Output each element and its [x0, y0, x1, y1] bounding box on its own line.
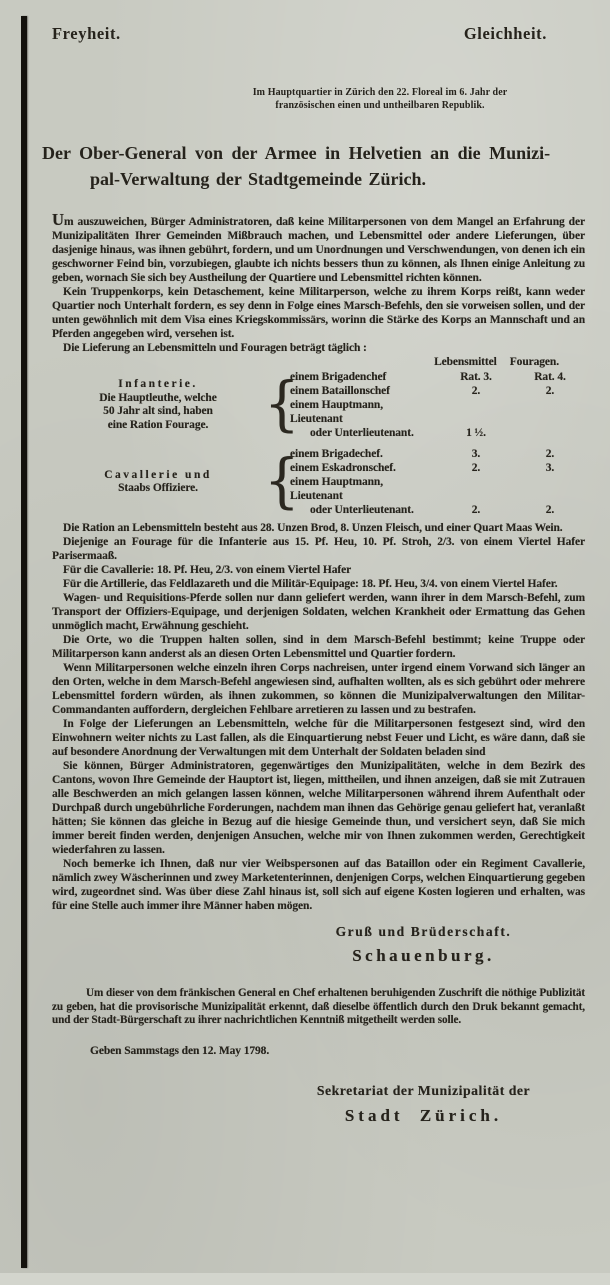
paragraph-fourage-cavallerie: Für die Cavallerie: 18. Pf. Heu, 2/3. von einem Viertel Hafer	[63, 564, 352, 576]
table-row	[290, 503, 585, 517]
column-header-lebensmittel: Lebensmittel	[434, 356, 497, 368]
ration-intro-line: Die Lieferung an Lebensmitteln und Fouragen beträgt täglich :	[63, 342, 367, 354]
secretariat-line: Sekretariat der Munizipalität der	[316, 1082, 531, 1098]
dateline-line2: französischen einen und untheilbaren Republik.	[275, 100, 485, 111]
row-value-fouragen	[515, 398, 585, 426]
left-margin-rule	[21, 16, 27, 1268]
masthead-gleichheit: Gleichheit.	[463, 24, 547, 43]
page-bottom-margin	[0, 1273, 610, 1285]
paragraph-beschwerden: Sie können, Bürger Administratoren, gegenwärtiges den Munizipalitäten, welche in dem Bezirk des Cantons, wovon Ihre Gemeinde der Hauptort ist, liegen, mittheilen, und ihnen anzeigen, daß sie mit Zutrauen alle Beschwerden an mich gelangen lassen können, welche Militarpersonen während ihrem Aufenthalt oder Durchpaß durch ungebührliche Forderungen, nachdem man ihnen das Gehörige genau geliefert hat, veranlaßt hätten; Sie können das gleiche in Bezug auf die hiesige Gemeinde thun, und versichert seyn, daß Sie mich immer bereit finden werden, denjenigen Ansuchen, welche mir von Ihnen zukommen werden, Gerechtigkeit wiederfahren zu lassen.	[52, 760, 586, 856]
group-label-infanterie	[52, 378, 264, 432]
row-value-fouragen: 2.	[545, 448, 555, 460]
table-column-headers	[52, 355, 585, 369]
paragraph-orte: Die Orte, wo die Truppen halten sollen, sind in dem Marsch-Befehl bestimmt; keine Truppe oder Militarperson kann anderst als an diesen Orten Lebensmittel und Quartier fordern.	[52, 634, 585, 660]
row-value-fouragen	[515, 426, 585, 440]
group-label-line: 50 Jahr alt sind, haben	[103, 405, 213, 417]
dateline	[170, 86, 590, 112]
title-line2: pal-Verwaltung der Stadtgemeinde Zürich.	[90, 169, 427, 189]
table-row	[290, 461, 585, 475]
table-row	[290, 370, 585, 384]
closing-salute: Gruß und Brüderschaft.	[335, 924, 512, 939]
masthead	[52, 24, 585, 44]
table-row	[290, 447, 585, 461]
paragraph-weibspersonen: Noch bemerke ich Ihnen, daß nur vier Weibspersonen auf das Bataillon oder ein Regiment Cavallerie, nämlich zwey Wäscherinnen und zwey Marketenterinnen, denjenigen Corps, welchen Einquartierung gegeben wird, zugeordnet sind. Was über diese Zahl hinaus ist, soll sich auf eigene Kosten logieren und erhalten, was für eine Stelle auch immer ihre Männer haben mögen.	[52, 858, 585, 912]
table-row	[290, 398, 585, 426]
row-item: einem Hauptmann, Lieutenant	[290, 399, 383, 425]
city-signature: Stadt Zürich.	[344, 1105, 503, 1125]
row-value-lebensmittel: 2.	[471, 385, 481, 397]
publication-date: Geben Sammstags den 12. May 1798.	[90, 1044, 270, 1057]
row-value-fouragen	[515, 475, 585, 503]
group-label-line: eine Ration Fourage.	[107, 418, 209, 431]
row-value-lebensmittel: 2.	[471, 462, 481, 474]
paragraph-ration-brot: Die Ration an Lebensmitteln besteht aus 28. Unzen Brod, 8. Unzen Fleisch, und einer Quart Maas Wein.	[63, 522, 563, 534]
table-row	[290, 426, 585, 440]
title-line1: Der Ober-General von der Armee in Helvetien an die Munizi-	[42, 143, 551, 163]
row-value-lebensmittel: 2.	[471, 504, 481, 516]
group-rows	[290, 447, 585, 517]
paragraph-nachreisende: Wenn Militarpersonen welche einzeln ihren Corps nachreisen, unter irgend einem Vorwand sich länger an den Orten, welche in dem Marsch-Befehl angewiesen sind, aufhalten wollten, als es sich gebührt oder mehrere Lebensmittel fordern würden, als ihnen zukommen, so können die Munizipalverwaltungen den Militar-Commandanten auffordern, dergleichen Fehlbare arretieren zu lassen und zu bestrafen.	[52, 662, 585, 716]
row-item: oder Unterlieutenant.	[310, 427, 414, 439]
municipal-addendum: Um dieser von dem fränkischen General en Chef erhaltenen beruhigenden Zuschrift die nöthige Publizität zu geben, hat die provisorische Munizipalität erkennt, daß dieselbe öffentlich durch den Druk bekannt gemacht, und der Stadt-Bürgerschaft zu ihrer nachrichtlichen Kenntniß mitgetheilt werden solle.	[52, 987, 585, 1027]
document-body	[52, 212, 585, 1123]
ration-table	[52, 370, 585, 517]
table-group-infanterie	[52, 370, 585, 440]
paragraph-marchorder: Kein Truppenkorps, kein Detaschement, keine Militarperson, welche zu ihrem Korps reißt, kann weder Quartier noch Unterhalt fordern, es sey denn in Folge eines Marsch-Befehls, den sie vorweisen sollen, und der unten gewöhnlich mit dem Visa eines Kriegskommissärs, worinn die Stärke des Korps an Mannschaft und an Pferden angegeben wird, versehen ist.	[52, 286, 585, 340]
paragraph-fourage-artillerie: Für die Artillerie, das Feldlazareth und die Militär-Equipage: 18. Pf. Heu, 3/4. von einem Viertel Hafer.	[63, 578, 558, 590]
paragraph-einquartierung: In Folge der Lieferungen an Lebensmitteln, welche für die Militarpersonen festgesezt sind, wird den Einwohnern weiter nichts zu Last fallen, als die Einquartierung nebst Feuer und Licht, es wäre dann, daß sie auf besondere Anordnung der Verwaltungen mit dem Unterhalt der Soldaten beladen sind	[52, 718, 585, 758]
table-row	[290, 384, 585, 398]
brace-icon: {	[264, 447, 300, 516]
group-label-cavallerie	[52, 469, 264, 496]
row-value-lebensmittel	[437, 475, 515, 503]
row-item: einem Hauptmann, Lieutenant	[290, 476, 383, 502]
table-row	[290, 475, 585, 503]
brace-icon: {	[264, 370, 300, 439]
signature-schauenburg: Schauenburg.	[352, 946, 495, 965]
table-group-cavallerie	[52, 447, 585, 517]
row-value-lebensmittel: 3.	[471, 448, 481, 460]
row-item: oder Unterlieutenant.	[310, 504, 414, 516]
group-label-line: Infanterie.	[118, 378, 198, 390]
masthead-freyheit: Freyheit.	[52, 24, 121, 43]
paragraph-wagen-pferde: Wagen- und Requisitions-Pferde sollen nur dann geliefert werden, wann ihrer in dem Marsch-Befehl, zum Transport der Offiziers-Equipage, und derjenigen Soldaten, welchen Krankheit oder Ermattung das Gehen unmöglich macht, Erwähnung geschieht.	[52, 592, 585, 632]
group-rows	[290, 370, 585, 440]
column-header-fouragen: Fouragen.	[509, 356, 559, 368]
row-value-lebensmittel: Rat. 3.	[460, 371, 492, 383]
paragraph-intro: Um auszuweichen, Bürger Administratoren, daß keine Militarpersonen von dem Mangel an Erfahrung der Munizipalitäten Ihrer Gemeinden Mißbrauch machen, und Lebensmittel oder andere Lieferungen, über dasjenige hinaus, was ihnen gebührt, fordern, und um Unordnungen und Verschwendungen, von denen ich ein geschworner Feind bin, vorzubiegen, glaubte ich nichts bessers thun zu können, als Ihnen einige Anleitung zu geben, wornach Sie sich bey Austheilung der Quartiere und Lebensmittel richten können.	[52, 210, 585, 284]
row-item: einem Brigadechef.	[290, 448, 383, 460]
paragraph-fourage-infanterie: Diejenige an Fourage für die Infanterie aus 15. Pf. Heu, 10. Pf. Stroh, 2/3. von einem Viertel Hafer Parisermaaß.	[52, 536, 585, 562]
row-value-fouragen: 2.	[545, 504, 555, 516]
row-item: einem Brigadenchef	[290, 371, 387, 383]
row-value-fouragen: 2.	[545, 385, 555, 397]
row-item: einem Bataillonschef	[290, 385, 390, 397]
document-title	[42, 140, 587, 192]
dateline-line1: Im Hauptquartier in Zürich den 22. Floreal im 6. Jahr der	[252, 87, 508, 98]
group-label-line: Cavallerie und	[104, 468, 212, 481]
row-value-fouragen: Rat. 4.	[534, 371, 566, 383]
group-label-line: Staabs Offiziere.	[118, 482, 198, 494]
row-value-fouragen: 3.	[545, 462, 555, 474]
row-item: einem Eskadronschef.	[290, 462, 396, 474]
group-label-line: Die Hauptleuthe, welche	[99, 391, 217, 404]
row-value-lebensmittel: 1 ½.	[466, 427, 486, 439]
row-value-lebensmittel	[437, 398, 515, 426]
